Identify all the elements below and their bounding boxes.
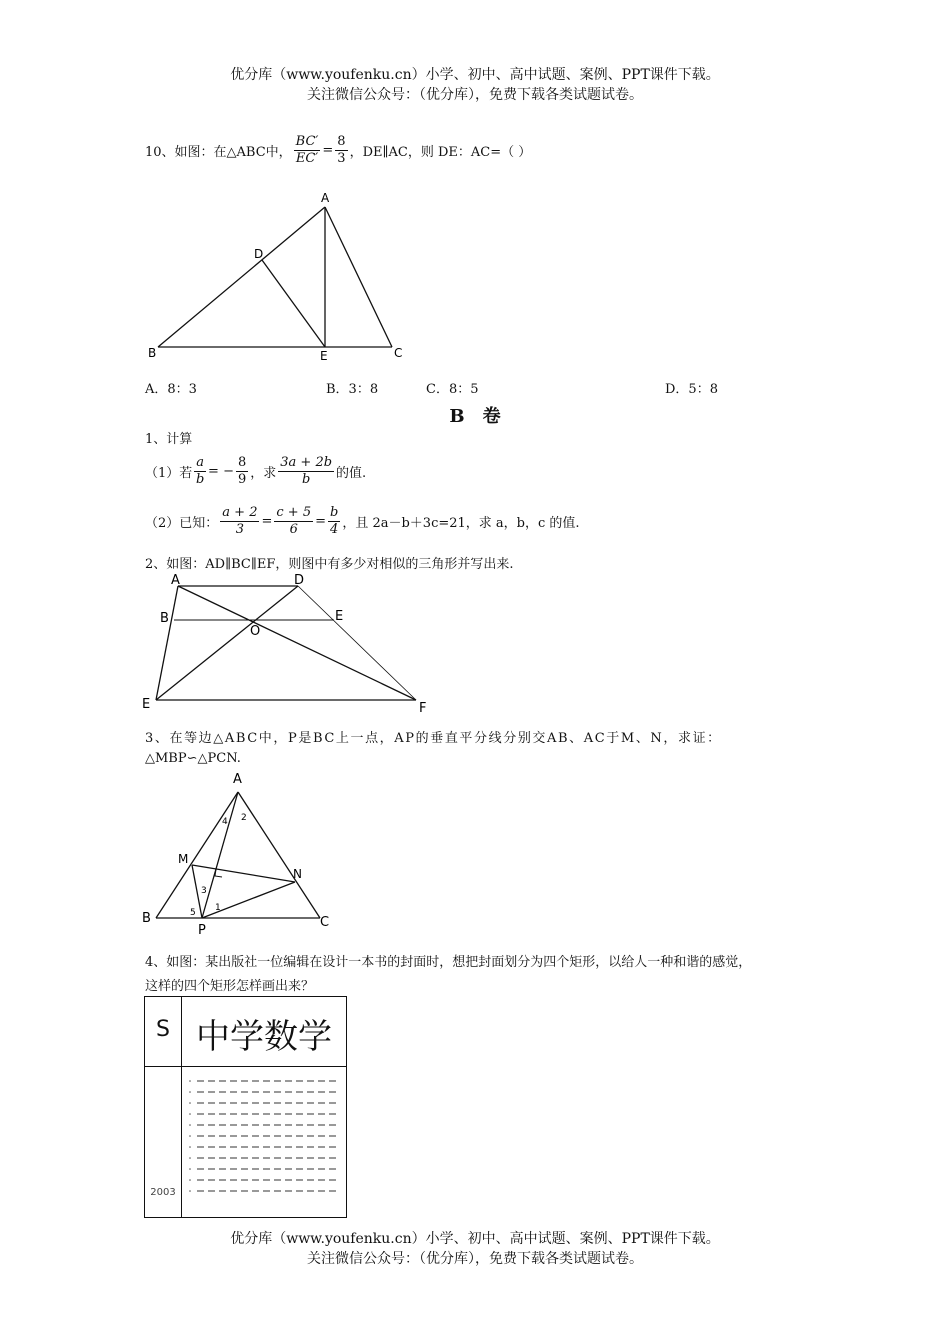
label-f: F bbox=[419, 701, 427, 716]
b4-line-2: 这样的四个矩形怎样画出来？ bbox=[145, 979, 315, 994]
b3-triangle-figure bbox=[138, 768, 338, 938]
label-c: C bbox=[320, 915, 330, 930]
angle-1: 1 bbox=[215, 903, 221, 913]
b1-frac-b-4: $\frac{b}{4}$ bbox=[330, 504, 339, 537]
header-line-1: 优分库（www.youfenku.cn）小学、初中、高中试题、案例、PPT课件下载。 bbox=[230, 67, 720, 83]
label-d: D bbox=[254, 247, 264, 261]
q10-option-a: A．8：3 bbox=[145, 382, 197, 397]
q10-option-c: C．8：5 bbox=[426, 382, 479, 397]
label-e-right: E bbox=[335, 609, 344, 624]
line-af bbox=[178, 586, 416, 700]
angle-2: 2 bbox=[241, 813, 247, 823]
line-de bbox=[262, 260, 325, 347]
q10-fraction-8-3: $\frac{8}{3}$ bbox=[337, 133, 346, 166]
line-mn bbox=[192, 865, 295, 882]
b1-frac-a2-3: $\frac{a + 2}{3}$ bbox=[222, 504, 258, 537]
b3-line-2: △MBP∽△PCN. bbox=[145, 751, 241, 766]
b1-frac-8-9: $\frac{8}{9}$ bbox=[237, 454, 247, 487]
label-a: A bbox=[233, 772, 242, 787]
b1-title: 1、计算 bbox=[145, 432, 193, 447]
q10-suffix: ，DE∥AC，则 DE：AC=（ ） bbox=[349, 144, 532, 160]
cover-horizontal-divider bbox=[145, 1066, 346, 1067]
line-de bbox=[156, 586, 298, 700]
angle-4: 4 bbox=[222, 817, 228, 827]
label-n: N bbox=[293, 867, 302, 881]
line-ba bbox=[158, 207, 325, 347]
q10-equals: = bbox=[322, 142, 334, 158]
b1-frac-3a2b-b: $\frac{3a + 2b}{b}$ bbox=[280, 454, 333, 487]
label-b: B bbox=[142, 911, 151, 926]
footer-line-2: 关注微信公众号：（优分库），免费下载各类试题试卷。 bbox=[307, 1251, 643, 1267]
cover-s-letter: S bbox=[156, 1017, 170, 1042]
b1-part2: （2）已知： $\frac{a + 2}{3}$ = $\frac{c + 5}{6}$ = $\frac{b}{4}$ ，且 2a－b＋3c=21，求 a，b，c 的值. bbox=[145, 504, 580, 537]
b1-frac-c5-6: $\frac{c + 5}{6}$ bbox=[276, 504, 312, 537]
q10-option-d: D．5：8 bbox=[665, 382, 718, 397]
q10-option-b: B．3：8 bbox=[326, 382, 379, 397]
footer-line-1: 优分库（www.youfenku.cn）小学、初中、高中试题、案例、PPT课件下载。 bbox=[230, 1231, 720, 1247]
angle-5: 5 bbox=[190, 908, 196, 918]
q10-prefix: 10、如图：在△ABC中， bbox=[145, 144, 292, 160]
book-cover bbox=[144, 996, 347, 1218]
label-e: E bbox=[320, 349, 328, 363]
b1-part1: （1）若 $\frac{a}{b}$ = − $\frac{8}{9}$ ，求 $\frac{3a + 2b}{b}$ 的值. bbox=[145, 454, 367, 487]
b2-text: 2、如图：AD∥BC∥EF，则图中有多少对相似的三角形并写出来. bbox=[145, 557, 514, 572]
label-o: O bbox=[250, 624, 261, 639]
label-p: P bbox=[198, 923, 206, 938]
cover-title: 中学数学 bbox=[196, 1017, 332, 1057]
b4-line-1: 4、如图：某出版社一位编辑在设计一本书的封面时，想把封面划分为四个矩形，以给人一种和谐的感觉， bbox=[145, 955, 752, 970]
b3-line-1: 3、在等边△ABC中，P是BC上一点，AP的垂直平分线分别交AB、AC于M、N，求证： bbox=[145, 731, 722, 746]
q10-fraction-bc-ec: $\frac{BC'}{EC'}$ bbox=[295, 133, 319, 166]
q10-triangle-figure bbox=[140, 185, 420, 365]
section-b-title: B 卷 bbox=[449, 406, 501, 427]
label-d: D bbox=[294, 573, 305, 588]
label-e-bottom: E bbox=[142, 697, 151, 712]
b1-frac-a-b: $\frac{a}{b}$ bbox=[196, 454, 205, 487]
angle-3: 3 bbox=[201, 886, 207, 896]
cover-dashed-text-lines bbox=[187, 1077, 339, 1207]
label-b: B bbox=[160, 611, 169, 626]
header-line-2: 关注微信公众号：（优分库），免费下载各类试题试卷。 bbox=[307, 87, 643, 103]
label-a: A bbox=[171, 573, 180, 588]
line-df bbox=[298, 586, 416, 700]
line-ae bbox=[156, 586, 178, 700]
label-c: C bbox=[394, 346, 403, 360]
cover-year: 2003 bbox=[150, 1187, 176, 1198]
label-b: B bbox=[148, 346, 157, 360]
line-ab bbox=[156, 792, 238, 918]
label-m: M bbox=[178, 852, 189, 866]
q10-stem bbox=[145, 128, 531, 172]
b2-trapezoid-figure bbox=[138, 568, 438, 718]
label-a: A bbox=[321, 191, 330, 205]
line-ac bbox=[325, 207, 392, 347]
line-ap bbox=[202, 792, 238, 918]
